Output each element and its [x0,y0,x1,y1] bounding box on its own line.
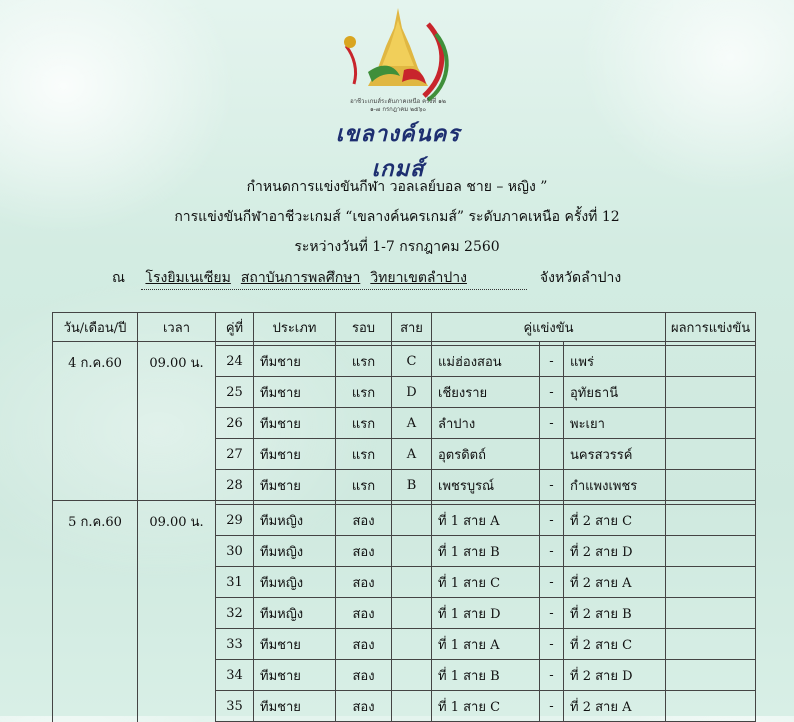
cell-date: 4 ก.ค.60 [53,346,138,501]
cell-type: ทีมหญิง [254,598,336,629]
cell-round: สอง [336,691,392,722]
cell-vs: - [540,536,564,567]
cell-round: สอง [336,505,392,536]
cell-pool [392,691,432,722]
cell-type: ทีมหญิง [254,567,336,598]
col-type: ประเภท [254,313,336,342]
cell-vs: - [540,567,564,598]
venue-campus: วิทยาเขตลำปาง [370,270,467,286]
cell-pool: B [392,470,432,501]
cell-time: 09.00 น. [138,505,216,722]
cell-result [666,346,756,377]
cell-team1: ที่ 1 สาย A [432,629,540,660]
cell-team2: ที่ 2 สาย C [564,505,666,536]
document-subtitle: การแข่งขันกีฬาอาชีวะเกมส์ “เขลางค์นครเกมส์” ระดับภาคเหนือ ครั้งที่ 12 [174,209,620,225]
cell-round: สอง [336,598,392,629]
logo-caption-line1: อาชีวะเกมส์ระดับภาคเหนือ ครั้งที่ ๑๒ [350,98,446,105]
cell-team2: ที่ 2 สาย B [564,598,666,629]
col-date: วัน/เดือน/ปี [53,313,138,342]
games-logo [328,6,468,182]
cell-round: แรก [336,439,392,470]
cell-vs: - [540,408,564,439]
cell-round: แรก [336,377,392,408]
cell-match-no: 31 [216,567,254,598]
cell-team1: ที่ 1 สาย A [432,505,540,536]
cell-vs: - [540,470,564,501]
cell-result [666,660,756,691]
cell-team2: กำแพงเพชร [564,470,666,501]
cell-type: ทีมชาย [254,470,336,501]
cell-team2: ที่ 2 สาย D [564,660,666,691]
col-match-no: คู่ที่ [216,313,254,342]
cell-result [666,691,756,722]
cell-match-no: 33 [216,629,254,660]
cell-team2: ที่ 2 สาย C [564,629,666,660]
col-opponents: คู่แข่งขัน [432,313,666,342]
cell-round: สอง [336,660,392,691]
venue-province: จังหวัดลำปาง [539,270,622,286]
title-text: กำหนดการแข่งขันกีฬา วอลเลย์บอล ชาย – หญิง [246,179,536,195]
cell-round: สอง [336,536,392,567]
cell-vs [540,439,564,470]
col-time: เวลา [138,313,216,342]
venue-name [141,267,527,290]
cell-round: สอง [336,567,392,598]
cell-team2: แพร่ [564,346,666,377]
col-round: รอบ [336,313,392,342]
event-dates: ระหว่างวันที่ 1-7 กรกฎาคม 2560 [294,239,500,255]
cell-team1: เชียงราย [432,377,540,408]
cell-vs: - [540,598,564,629]
cell-vs: - [540,505,564,536]
cell-result [666,536,756,567]
cell-pool: A [392,439,432,470]
cell-match-no: 32 [216,598,254,629]
cell-team1: แม่ฮ่องสอน [432,346,540,377]
cell-round: แรก [336,408,392,439]
table-header-row [53,313,756,342]
cell-vs: - [540,377,564,408]
cell-type: ทีมชาย [254,629,336,660]
cell-pool [392,536,432,567]
cell-pool: A [392,408,432,439]
col-pool: สาย [392,313,432,342]
cell-team1: ที่ 1 สาย D [432,598,540,629]
cell-team1: อุตรดิตถ์ [432,439,540,470]
table-row [53,505,756,536]
cell-result [666,505,756,536]
cell-type: ทีมชาย [254,377,336,408]
cell-match-no: 25 [216,377,254,408]
cell-type: ทีมชาย [254,660,336,691]
cell-match-no: 27 [216,439,254,470]
cell-pool [392,629,432,660]
cell-result [666,439,756,470]
pagoda-emblem-icon [328,6,468,106]
logo-wordmark: เขลางค์นครเกมส์ [335,122,461,182]
cell-team1: ที่ 1 สาย B [432,536,540,567]
cell-match-no: 35 [216,691,254,722]
cell-team2: ที่ 2 สาย D [564,536,666,567]
venue-hall: โรงยิมเนเซียม [145,270,231,286]
schedule-table [52,312,756,722]
cell-pool [392,660,432,691]
cell-round: สอง [336,629,392,660]
col-result: ผลการแข่งขัน [666,313,756,342]
cell-type: ทีมชาย [254,346,336,377]
cell-team1: ที่ 1 สาย C [432,691,540,722]
cell-team1: ที่ 1 สาย B [432,660,540,691]
cell-result [666,408,756,439]
cell-team1: ลำปาง [432,408,540,439]
cell-result [666,377,756,408]
cell-vs: - [540,691,564,722]
cell-pool: C [392,346,432,377]
cell-type: ทีมหญิง [254,505,336,536]
document-title [0,176,794,198]
cell-pool [392,505,432,536]
cell-result [666,598,756,629]
cell-result [666,470,756,501]
cell-team2: นครสวรรค์ [564,439,666,470]
venue-line [112,267,621,290]
cell-team1: เพชรบูรณ์ [432,470,540,501]
cell-type: ทีมชาย [254,691,336,722]
cell-vs: - [540,629,564,660]
cell-round: แรก [336,470,392,501]
cell-match-no: 29 [216,505,254,536]
cell-team2: ที่ 2 สาย A [564,691,666,722]
venue-prefix: ณ [112,270,125,286]
cell-result [666,567,756,598]
cell-type: ทีมชาย [254,439,336,470]
table-row [53,346,756,377]
cell-team2: ที่ 2 สาย A [564,567,666,598]
schedule-body [53,342,756,722]
cell-type: ทีมชาย [254,408,336,439]
cell-vs: - [540,660,564,691]
cell-pool: D [392,377,432,408]
cell-vs: - [540,346,564,377]
cell-team2: อุทัยธานี [564,377,666,408]
cell-pool [392,567,432,598]
cell-match-no: 30 [216,536,254,567]
cell-match-no: 26 [216,408,254,439]
venue-institute: สถาบันการพลศึกษา [240,270,361,286]
cell-team2: พะเยา [564,408,666,439]
cell-time: 09.00 น. [138,346,216,501]
cell-pool [392,598,432,629]
cell-type: ทีมหญิง [254,536,336,567]
cell-result [666,629,756,660]
title-mark: ” [540,179,548,195]
cell-team1: ที่ 1 สาย C [432,567,540,598]
cell-date: 5 ก.ค.60 [53,505,138,722]
logo-caption-line2: ๑-๗ กรกฎาคม ๒๕๖๐ [369,106,427,113]
cell-round: แรก [336,346,392,377]
cell-match-no: 34 [216,660,254,691]
cell-match-no: 28 [216,470,254,501]
cell-match-no: 24 [216,346,254,377]
